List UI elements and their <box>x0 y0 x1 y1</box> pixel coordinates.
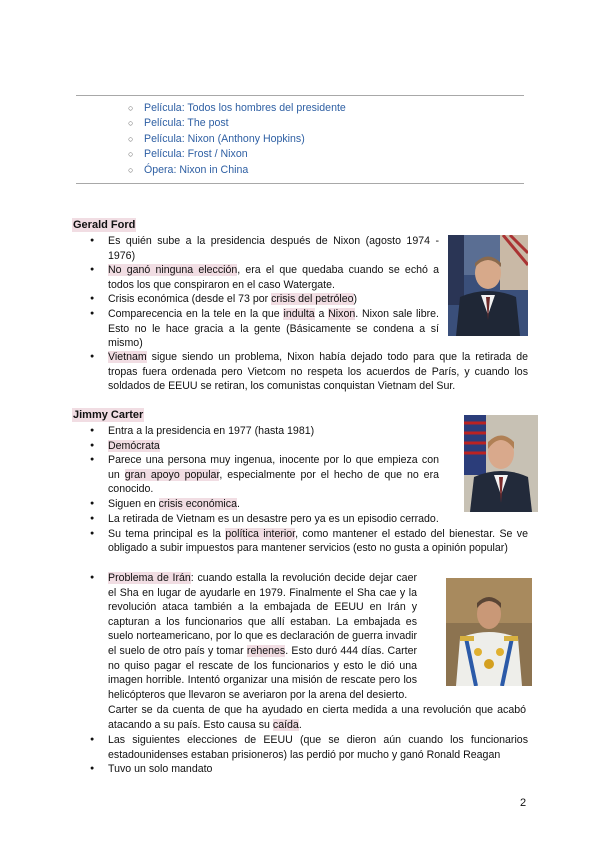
list-item: ● Siguen en crisis económica. <box>90 497 439 512</box>
section-title-carter: Jimmy Carter <box>73 409 144 421</box>
list-item: ● Crisis económica (desde el 73 por crisis del petróleo) <box>90 292 439 307</box>
section-title-ford: Gerald Ford <box>73 219 136 231</box>
divider-bottom <box>76 183 524 184</box>
list-item[interactable]: ○ Película: Frost / Nixon <box>128 148 248 161</box>
carter-portrait <box>464 415 538 512</box>
list-item: ● No ganó ninguna elección, era el que quedaba cuando se echó a todos los que conspiraron en el caso Watergate. <box>90 263 439 292</box>
carter-list-4 <box>90 733 528 777</box>
list-item: ● Entra a la presidencia en 1977 (hasta 1981) <box>90 424 439 439</box>
paragraph-carter-iran-end: Carter se da cuenta de que ha ayudado en cierta medida a una revolución que acabó atacando a su país. Esto causa su caída. <box>108 704 526 731</box>
list-item: ● Problema de Irán: cuando estalla la revolución decide dejar caer el Sha en lugar de ayudarle en 1979. Finalmente el Sha cae y la revolución ataca también a la embajada de EEUU en Irán y capturan a los funcionarios que allí estaban. La embajada es suelo norteamericano, por lo que es declaración de guerra invadir el suelo de otro país y tomar rehenes. Esto duró 444 días. Carter no quiso pagar el rescate de los funcionarios y esto le dió una imagen horrible. Intentó organizar una misión de rescate pero los helicópteros que llevaron se averiaron por la arena del desierto. <box>90 571 417 702</box>
list-item[interactable]: ○ Ópera: Nixon in China <box>128 163 249 176</box>
list-item: ● Es quién sube a la presidencia después de Nixon (agosto 1974 - 1976) <box>90 234 439 263</box>
list-item[interactable]: ○ Película: The post <box>128 117 229 130</box>
page-number: 2 <box>520 797 527 809</box>
ford-portrait <box>448 235 528 336</box>
reference-list <box>128 101 346 178</box>
carter-list-3 <box>90 571 417 702</box>
sha-portrait <box>446 578 532 686</box>
list-item: ● La retirada de Vietnam es un desastre pero ya es un episodio cerrado. <box>90 512 528 527</box>
list-item[interactable]: ○ Película: Nixon (Anthony Hopkins) <box>128 132 305 145</box>
list-item: ● Su tema principal es la política interior, como mantener el estado del bienestar. Se ve obligado a subir impuestos para mantener servicios (esto no gusta a opinión popular) <box>90 527 528 556</box>
list-item: ● Comparecencia en la tele en la que indulta a Nixon. Nixon sale libre. Esto no le hace gracia a la gente (Básicamente se condena a sí mismo) <box>90 307 439 351</box>
ford-list-2 <box>90 350 528 394</box>
list-item[interactable]: ○ Película: Todos los hombres del presidente <box>128 102 346 114</box>
list-item: ● Tuvo un solo mandato <box>90 762 528 777</box>
carter-list <box>90 424 439 512</box>
ford-list <box>90 234 439 351</box>
divider-top <box>76 95 524 96</box>
carter-list-2 <box>90 512 528 556</box>
list-item: ● Las siguientes elecciones de EEUU (que se dieron aún cuando los funcionarios estadounidenses estaban prisioneros) las perdió por mucho y ganó Ronald Reagan <box>90 733 528 762</box>
list-item: ● Parece una persona muy ingenua, inocente por lo que empieza con un gran apoyo popular, especialmente por el hecho de que no era conocido. <box>90 453 439 497</box>
list-item: ● Demócrata <box>90 439 439 454</box>
list-item: ● Vietnam sigue siendo un problema, Nixon había dejado todo para que la retirada de tropas fuera ordenada pero Vietcom no respeta los acuerdos de París, y cuando los soldados de EEUU se retiran, los comunistas conquistan Vietnam del Sur. <box>90 350 528 394</box>
